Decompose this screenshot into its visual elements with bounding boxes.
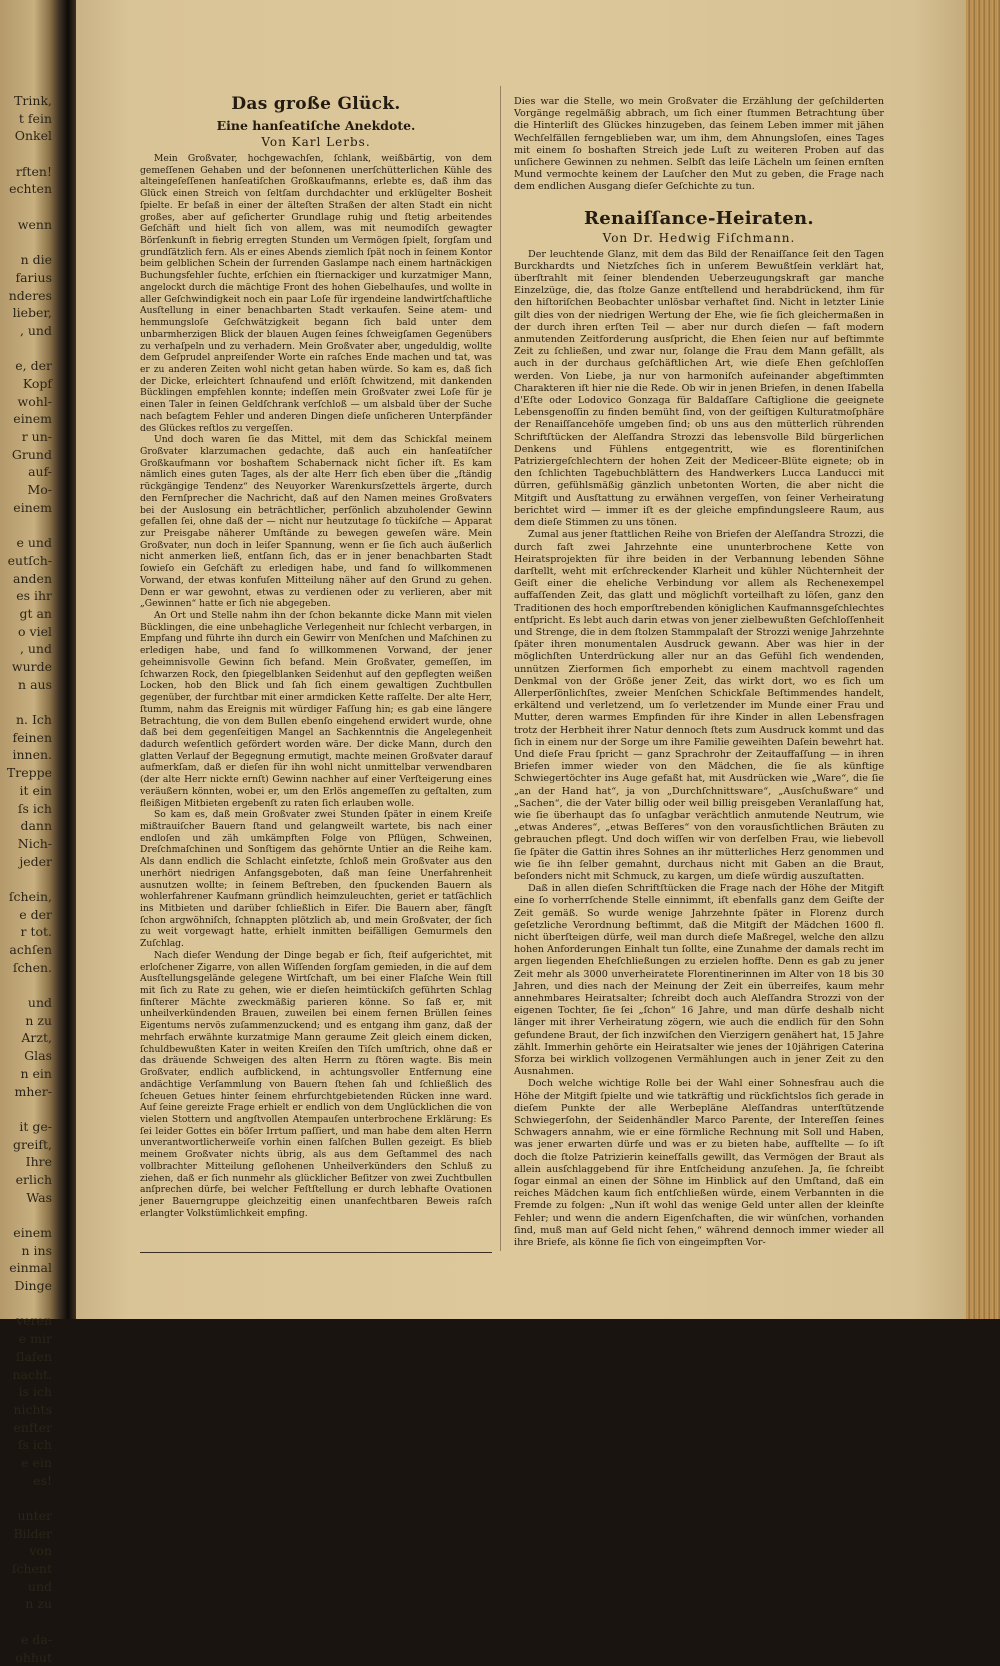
- margin-fragment: ohhut: [0, 1649, 62, 1666]
- margin-fragment: [0, 870, 62, 888]
- paragraph: Doch welche wichtige Rolle bei der Wahl einer Sohnesfrau auch die Höhe der Mitgift ſpielte und wie tatkräftig und rückſichtslos ſich gerade in dieſem Punkte der alle Werbepläne Aleſſandras unterſtützende Schwiegerſohn, der Seidenhändler Marco Parente, der Intereſſen ſeines Schwagers annahm, wie er eine förmliche Rechnung mit Soll und Haben, was jener erwarten dürfe und was er zu bieten habe, aufſtellte — ſo iſt doch die ſtolze Patrizierin keineſfalls gewillt, das Vermögen der Braut als allein ausſchlaggebend für ihre Entſcheidung anzuſehen. Ja, ſie ſchreibt ſogar einmal an einen der Söhne im Hinblick auf den Umſtand, daß ein reiches Mädchen kaum ſich entſchließen würde, einem Verbannten in die Fremde zu folgen: „Nun iſt wohl das wenige Geld unter allen der kleinſte Fehler; und wenn die andern Eigenſchaften, die wir wünſchen, vorhanden ſind, muß man auf Geld nicht ſehen,“ während dennoch immer wieder all ihre Briefe, als könne ſie ſich von eingeimpften Vor-: [514, 1078, 884, 1249]
- margin-fragment: ſs ich: [0, 800, 62, 818]
- margin-fragment: [0, 693, 62, 711]
- margin-fragment: dann: [0, 817, 62, 835]
- margin-fragment: greift,: [0, 1136, 62, 1154]
- margin-fragment: Trink,: [0, 92, 62, 110]
- margin-fragment: erlich: [0, 1171, 62, 1189]
- margin-fragment: ſlafen: [0, 1348, 62, 1366]
- column-divider: [500, 86, 501, 1251]
- margin-fragment: [0, 1295, 62, 1313]
- margin-fragment: [0, 976, 62, 994]
- margin-fragment: [0, 1206, 62, 1224]
- margin-fragment: t fein: [0, 110, 62, 128]
- margin-fragment: n. Ich: [0, 711, 62, 729]
- paragraph: Und doch waren ſie das Mittel, mit dem das Schickſal meinem Großvater klarzumachen gedachte, daß auch ein hanſeatiſcher Großkaufmann vor boshaftem Schabernack nicht ſicher iſt. Es kam nämlich eines guten Tages, als der alte Herr ſich eben über die „ſtändig rückgängige Tendenz“ des Neuyorker Warenkursſzettels ärgerte, durch den Fernſprecher die Nachricht, daß auf den Namen meines Großvaters bei der Auslosung ein beträchtlicher, perſönlich abzuholender Gewinn gefallen ſei, ohne daß der — nicht nur heutzutage ſo tückiſche — Apparat zur Preisgabe näherer Umſtände zu bewegen geweſen wäre. Mein Großvater, nun doch in leiſer Spannung, wenn er ſie ſich auch äußerlich nicht anmerken ließ, entſann ſich, das er in jener benachbarten Stadt ſowieſo ein Geſchäft zu erledigen habe, und fand ſo willkommenen Vorwand, der etwas konfuſen Mitteilung näher auf den Grund zu gehen. Denn er war gewohnt, etwas zu verdienen oder zu verlieren, aber mit „Gewinnen“ hatte er ſich nie abgegeben.: [140, 434, 492, 610]
- margin-fragment: und: [0, 1578, 62, 1596]
- margin-fragment: ſchein,: [0, 888, 62, 906]
- margin-fragment: [0, 1613, 62, 1631]
- margin-fragment: es!: [0, 1472, 62, 1490]
- margin-fragment: wenn: [0, 216, 62, 234]
- margin-fragment: Kopf: [0, 375, 62, 393]
- margin-fragment: achſen: [0, 941, 62, 959]
- column-right: [514, 96, 884, 1249]
- margin-fragment: einem: [0, 410, 62, 428]
- paragraph: Daß in allen dieſen Schriftſtücken die Frage nach der Höhe der Mitgift eine ſo vorherrſchende Stelle einnimmt, iſt ebenfalls ganz dem Geiſte der Zeit gemäß. So wurde wenige Jahrzehnte ſpäter in Florenz durch geſetzliche Verordnung beſtimmt, daß die Mitgift der Mädchen 1600 fl. nicht überſteigen dürfe, weil man durch dieſe Maßregel, welche den allzu hohen Anforderungen Einhalt tun ſollte, eine Zunahme der damals recht im argen liegenden Eheſchließungen zu erzielen hoffte. Denn es gab zu jener Zeit mehr als 3000 unverheiratete Florentinerinnen im Alter von 18 bis 30 Jahren, und dies nach der Meinung der Zeit ein überreifes, kaum mehr annehmbares Heiratsalter; ſchreibt doch auch Aleſſandra Strozzi von der eigenen Tochter, ſie ſei „ſchon“ 16 Jahre, und man dürfe deshalb nicht länger mit ihrer Verheiratung zögern, wie auch die endlich für den Sohn gefundene Braut, der ſich inzwiſchen den Vierzigern genähert hat, 15 Jahre zählt. Immerhin gehörte ein Heiratsalter wie jenes der 10jährigen Caterina Sforza bei wirklich vollzogenen Vermählungen auch in jener Zeit zu den Ausnahmen.: [514, 883, 884, 1078]
- margin-fragment: it ein: [0, 782, 62, 800]
- margin-fragment: farius: [0, 269, 62, 287]
- margin-fragment: enfter: [0, 1419, 62, 1437]
- margin-fragment: [0, 340, 62, 358]
- margin-fragment: lieber,: [0, 304, 62, 322]
- margin-fragment: es ihr: [0, 587, 62, 605]
- paragraph: Nach dieſer Wendung der Dinge begab er ſich, ſteif aufgerichtet, mit erloſchener Zigarre, von allen Wiſſenden ſorgſam gemieden, in die auf dem Ausſtellungsgelände gelegene Wirtſchaft, um bei einer Flaſche Wein ſtill mit ſich zu Rate zu gehen, wie er dieſen heimtückiſch geführten Schlag finſterer Mächte zweckmäßig parieren könne. So ſaß er, mit unheilverkündenden Brauen, zuweilen bei einem fernen Brüllen ſeines Eigentums nervös zuſammenzuckend; und es entgang ihm ganz, daß der mehrfach erwähnte kurzatmige Mann geraume Zeit gleich einem dicken, ſchuldbewußten Kater in weiten Kreiſen den Tiſch umſtrich, ohne daß er das dräuende Schweigen des alten Herrn zu ſtören wagte. Bis mein Großvater, endlich aufblickend, in achtungsvoller Entfernung eine andächtige Verſammlung von Bauern ſtehen ſah und ſchließlich des ſcheuen Getues hinter ſeinem ehrfurchtgebietenden Rücken inne ward. Auf ſeine gereizte Frage erhielt er endlich von dem Unglücklichen die von vielen Stottern und angſtvollen Atempauſen unterbrochene Erklärung: Es ſei leider Gottes ein böſer Irrtum paſſiert, und man habe dem alten Herrn unverantwortlicherweiſe vorhin einen falſchen Bullen gezeigt. Es blieb meinem Großvater nichts übrig, als aus dem Geſtammel des nach vollbrachter Mitteilung geſlohenen Unheilverkünders den Schluß zu ziehen, daß er ſich nunmehr als glücklicher Beſitzer von zwei Zuchtbullen anſprechen dürfe, bei welcher Feſtſtellung er durch lebhafte Ovationen jener Bauerngruppe gleichzeitig einen unanfechtbaren Beweis raſch erlangter Volkstümlichkeit empfing.: [140, 950, 492, 1220]
- margin-fragment: rften!: [0, 163, 62, 181]
- margin-fragment: Ihre: [0, 1153, 62, 1171]
- margin-fragment: wurde: [0, 658, 62, 676]
- margin-fragment: [0, 1489, 62, 1507]
- page-edges: [966, 0, 1000, 1319]
- margin-fragment: , und: [0, 640, 62, 658]
- margin-fragment: einmal: [0, 1259, 62, 1277]
- margin-fragment: nichts: [0, 1401, 62, 1419]
- margin-fragment: Onkel: [0, 127, 62, 145]
- margin-fragment: nderes: [0, 287, 62, 305]
- article-subtitle: Eine hanſeatiſche Anekdote.: [140, 118, 492, 133]
- margin-fragment: e mir: [0, 1330, 62, 1348]
- margin-fragment: n ein: [0, 1065, 62, 1083]
- article-byline: Von Dr. Hedwig Fiſchmann.: [514, 231, 884, 245]
- column-left: [140, 88, 492, 1219]
- end-rule: [140, 1252, 492, 1253]
- margin-fragment: o viel: [0, 623, 62, 641]
- margin-fragment: auf-: [0, 463, 62, 481]
- margin-fragment: einem: [0, 499, 62, 517]
- paragraph: Zumal aus jener ſtattlichen Reihe von Briefen der Aleſſandra Strozzi, die durch faſt zwei Jahrzehnte eine ununterbrochene Kette von Heiratsprojekten für ihre beiden in der Verbannung lebenden Söhne darſtellt, weht mit erſchreckender Klarheit und kühler Nüchternheit der Geiſt einer die eheliche Verbindung vor allem als Rechenexempel auffaſſenden Zeit, das glatt und möglichſt vorteilhaft zu löſen, ganz den Traditionen des hoch emporſtrebenden königlichen Kaufmannsgeſchlechtes entſpricht. Es lebt auch darin etwas von jener zielbewußten Geſchloſſenheit und Strenge, die in dem ſtolzen Stammpalaſt der Strozzi wenige Jahrzehnte ſpäter ihren monumentalen Ausdruck gewann. Aber was hier in der möglichſten Unterdrückung aller nur an das Gefühl ſich wendenden, unnützen Zierformen ſich emporhebt zu einem machtvoll ragenden Denkmal von der Größe jener Zeit, das wirkt dort, wo es ſich um Allerperſönlichſtes, zweier Menſchen Schickſale Beſtimmendes handelt, erkältend und verletzend, um ſo verletzender im Munde einer Frau und Mutter, deren warmes Empfinden für ihre Kinder in allen Lebensfragen trotz der Herbheit ihrer Natur dennoch ſtets zum Ausdruck kommt und das ſich in einem nur der Sorge um ihre Familie geweihten Daſein bewehrt hat. Und dieſe Frau ſpricht — ganz Sprachrohr der Zeitauffaſſung — in ihren Briefen immer wieder von den Mädchen, die ſie als künftige Schwiegertöchter ins Auge gefaßt hat, mit Ausdrücken wie „Ware“, die ſie „an der Hand hat“, ja von „Durchſchnittsware“, „Ausſchußware“ und „Sachen“, die der Vater billig oder weil billig preisgeben Veranlaſſung hat, wie ſie überhaupt das ſo unſagbar verächtlich anmutende Neutrum, wie „etwas Anderes“, „etwas Beſſeres“ von den vorausſichtlichen Bräuten zu gebrauchen pflegt. Und doch wiſſen wir von derſelben Frau, wie liebevoll ſie ſpäter die Gattin ihres Sohnes an ihr mütterliches Herz genommen und wie ſie ihn ſelber gemahnt, durchaus nicht mit Gaben an die Braut, beſonders nicht mit Schmuck, zu kargen, um dieſe würdig auszuſtatten.: [514, 529, 884, 883]
- paragraph: Mein Großvater, hochgewachſen, ſchlank, weißbärtig, von dem gemeſſenen Gehaben und der beſonnenen unerſchütterlichen Kühle des alteingeſeſſenen hanſeatiſchen Großkaufmanns, erlebte es, daß ihm das Glück einen Streich von ſeltſam durchdachter und erklügelter Bosheit ſpielte. Er beſaß in einer der älteſten Straßen der alten Stadt ein nicht großes, aber auf geſicherter Grundlage ruhig und ſtetig arbeitendes Geſchäft und hielt ſich von allem, was mit neumodiſch gewagter Börſenkunſt in fiebrig erregten Stunden um Vermögen ſpielt, ſorgſam und grundſätzlich fern. Als er eines Abends ziemlich ſpät noch in ſeinem Kontor beim gelblichen Schein der ſurrenden Gaslampe nach einem hartnäckigen Buchungsfehler ſuchte, erſchien ein ſtiernackiger und kurzatmiger Mann, angelockt durch die mächtige Front des hohen Giebelhauſes, und wollte in aller Geſchwindigkeit noch ein paar Loſe für irgendeine landwirtſchaftliche Ausſtellung in einer benachbarten Stadt verkaufen. Seine atem- und hemmungsloſe Geſchwätzigkeit begann ſich bald unter dem unbarmherzigen Blick der blauen Augen ſeines ſchweigſamen Gegenübers zu verhaſpeln und zu verhadern. Mein Großvater aber, ungeduldig, wollte dem Geſprudel anpreiſender Worte ein raſches Ende machen und tat, was er zu anderen Zeiten wohl nicht getan haben würde. So kam es, daß ſich der Dicke, erleichtert ſchnaufend und erlöſt ſchwitzend, mit dankenden Bücklingen empfehlen konnte; indeſſen mein Großvater zwei Loſe für je einen Taler in ſeinen Geldſchrank verſchloß — um alsbald über der Suche nach beſagtem Fehler und anderen Dingen dieſe unſicheren Unterpfänder des Glückes reſtlos zu vergeſſen.: [140, 153, 492, 434]
- paragraph: So kam es, daß mein Großvater zwei Stunden ſpäter in einem Kreiſe mißtrauiſcher Bauern ſtand und gelangweilt wartete, bis nach einer endloſen und zäh umkämpften Folge von Pflügen, Schweinen, Dreſchmaſchinen und Sonſtigem das gehörnte Untier an die Reihe kam. Als dann endlich die Schlacht einſetzte, ſchloß mein Großvater aus den unerhört niedrigen Anfangsgeboten, daß man ſeine Unerfahrenheit ausnutzen wollte; in ſeinem Beſtreben, den ſpuckenden Bauern als wohlerfahrener Kaufmann gründlich heimzuleuchten, geriet er tatſächlich ins Mitbieten und darüber ſchließlich in Eifer. Die Bauern aber, fängſt ſchon argwöhniſch, ſchnappten plötzlich ab, und mein Großvater, der ſich zu weit vorgewagt hatte, erhielt inmitten beifälligen Gemurmels den Zuſchlag.: [140, 809, 492, 950]
- margin-fragment: [0, 517, 62, 535]
- margin-fragment: ſchent: [0, 1560, 62, 1578]
- margin-fragment: r tot.: [0, 923, 62, 941]
- margin-fragment: mher-: [0, 1083, 62, 1101]
- margin-fragment: unter: [0, 1507, 62, 1525]
- margin-fragment: it ge-: [0, 1118, 62, 1136]
- margin-fragment: e, der: [0, 357, 62, 375]
- margin-fragment: gt an: [0, 605, 62, 623]
- margin-fragment: Mo-: [0, 481, 62, 499]
- margin-fragment: Arzt,: [0, 1029, 62, 1047]
- margin-fragment: Bilder: [0, 1525, 62, 1543]
- margin-fragment: n die: [0, 251, 62, 269]
- margin-fragment: jeder: [0, 853, 62, 871]
- margin-fragment: n ins: [0, 1242, 62, 1260]
- margin-fragment: veren: [0, 1312, 62, 1330]
- margin-fragment: nacht.: [0, 1366, 62, 1384]
- paragraph: An Ort und Stelle nahm ihn der ſchon bekannte dicke Mann mit vielen Bücklingen, die eine unbehagliche Verlegenheit nur ſchlecht verbargen, in Empfang und führte ihn durch ein Gewirr von Menſchen und Maſchinen zu erledigen habe, und fand ſo willkommenen Vorwand, der jener geheimnisvolle Gewinn ſich befand. Mein Großvater, gemeſſen, im ſchwarzen Rock, den ſpiegelblanken Seidenhut auf den gepflegten weißen Locken, hob den Blick und ſah ſich einem gewaltigen Zuchtbullen gegenüber, der furchtbar mit einer armdicken Kette raſſelte. Der alte Herr, ſtumm, nahm das Ereignis mit würdiger Faſſung hin; es gab eine längere Betrachtung, die von dem Bullen ebenſo eingehend erwidert wurde, ohne daß bei dem gegenſeitigen Mangel an Sachkenntnis die Angelegenheit dadurch weſentlich gefördert worden wäre. Der dicke Mann, durch den glatten Verlauf der Begegnung ermutigt, machte meinen Großvater darauf aufmerkſam, daß er dieſen für ihn wohl nicht unmittelbar verwendbaren (der alte Herr nickte ernſt) Gewinn nachher auf einer Verſteigerung eines veräußern könnten, wobei er, um den Erlös angemeſſen zu geſtalten, zum fleißigen Mitbieten ergebenſt zu raten ſich erlauben wolle.: [140, 610, 492, 809]
- margin-fragment: anden: [0, 570, 62, 588]
- margin-fragment: innen.: [0, 746, 62, 764]
- margin-fragment: von: [0, 1542, 62, 1560]
- margin-fragment: [0, 234, 62, 252]
- margin-fragment: n aus: [0, 676, 62, 694]
- margin-fragment: einem: [0, 1224, 62, 1242]
- margin-fragment: feinen: [0, 729, 62, 747]
- margin-fragment: e da-: [0, 1631, 62, 1649]
- margin-fragment: [0, 1100, 62, 1118]
- margin-fragment: r un-: [0, 428, 62, 446]
- margin-fragment: e der: [0, 906, 62, 924]
- article-title: Das große Glück.: [140, 94, 492, 114]
- margin-fragment: Glas: [0, 1047, 62, 1065]
- margin-fragment: ſchen.: [0, 959, 62, 977]
- margin-fragment: echten: [0, 180, 62, 198]
- article-title: Renaiſſance-Heiraten.: [514, 208, 884, 229]
- margin-fragment: Grund: [0, 446, 62, 464]
- margin-fragment: eutſch-: [0, 552, 62, 570]
- margin-fragment: Nich-: [0, 835, 62, 853]
- margin-fragment: e ein: [0, 1454, 62, 1472]
- margin-fragment: Was: [0, 1189, 62, 1207]
- margin-fragment: und: [0, 994, 62, 1012]
- margin-fragment: ſs ich: [0, 1436, 62, 1454]
- left-page-margin: [0, 0, 62, 1319]
- margin-fragment: Dinge: [0, 1277, 62, 1295]
- margin-fragment: Treppe: [0, 764, 62, 782]
- paragraph: Dies war die Stelle, wo mein Großvater die Erzählung der geſchilderten Vorgänge regelmäßig abbrach, um ſich einer ſtummen Betrachtung über die Hinterliſt des Glückes hinzugeben, das ſeinem Leben immer mit jähen Wechſelfällen ferngeblieben war, um ihm, dem Ahnungsloſen, eines Tages mit einem ſo boshaften Streich jede Luſt zu weiteren Proben auf das unſichere Gewinnen zu nehmen. Selbſt das leiſe Lächeln um ſeinen ernſten Mund vermochte keinem der Lauſcher den Mut zu geben, die Frage nach dem endlichen Ausgang dieſer Geſchichte zu tun.: [514, 96, 884, 194]
- paragraph: Der leuchtende Glanz, mit dem das Bild der Renaiſſance ſeit den Tagen Burckhardts und Nietzſches ſich in unſerem Bewußtſein verklärt hat, überſtrahlt mit ſeiner blendenden Ueberzeugungskraft gar manche Einzelzüge, die, das ſtolze Ganze entſtellend und herabdrückend, ihm für den hiſtoriſchen Beobachter unlösbar verhaftet ſind. Nicht in letzter Linie gilt dies von der niedrigen Wertung der Ehe, wie ſie ſich gleichermaßen in der durch ihren erſten Teil — aber nur durch dieſen — faſt modern anmutenden Zeitforderung ausſpricht, die Ehen ſeien nur auf beſtimmte Zeit zu ſchließen, und zwar nur, ſolange die Frau dem Mann gefällt, als auch in der durchaus geſchäftlichen Art, wie dieſe Ehen geſchloſſen werden. Von Liebe, ja nur von harmoniſch aufeinander abgeſtimmten Charakteren iſt hier nie die Rede. Ob wir in jenen Briefen, in denen Iſabella d'Eſte oder Lodovico Gonzaga für Baldaſſare Caſtiglione die geeignete Lebensgenoſſin zu finden bemüht ſind, von der geiſtigen Kulturatmoſphäre der Renaiſſancehöfe umgeben ſind; ob uns aus den mütterlich rührenden Schriftſtücken der Aleſſandra Strozzi das lebensvolle Bild bürgerlichen Denkens und Fühlens entgegentritt, wie es florentiniſchen Patriziergeſchlechtern der hohen Zeit der Mediceer-Blüte eignete; ob in den ſchlichten Tagebuchblättern des Handwerkers Lucca Landucci mit dürren, gefühlsmäßig gänzlich unbetonten Worten, die aber nicht die Mitgift und Ausſtattung zu erwähnen vergeſſen, von ſeiner Verheiratung berichtet wird — immer iſt es der gleiche empfindungsleere Raum, aus dem dieſe Stimmen zu uns tönen.: [514, 249, 884, 530]
- margin-fragment: is ich: [0, 1383, 62, 1401]
- margin-fragment: wohl-: [0, 393, 62, 411]
- margin-fragment: , und: [0, 322, 62, 340]
- margin-fragment: e und: [0, 534, 62, 552]
- margin-fragment: n zu: [0, 1012, 62, 1030]
- margin-fragment: [0, 145, 62, 163]
- margin-fragment: [0, 198, 62, 216]
- article-byline: Von Karl Lerbs.: [140, 135, 492, 149]
- margin-fragment: n zu: [0, 1595, 62, 1613]
